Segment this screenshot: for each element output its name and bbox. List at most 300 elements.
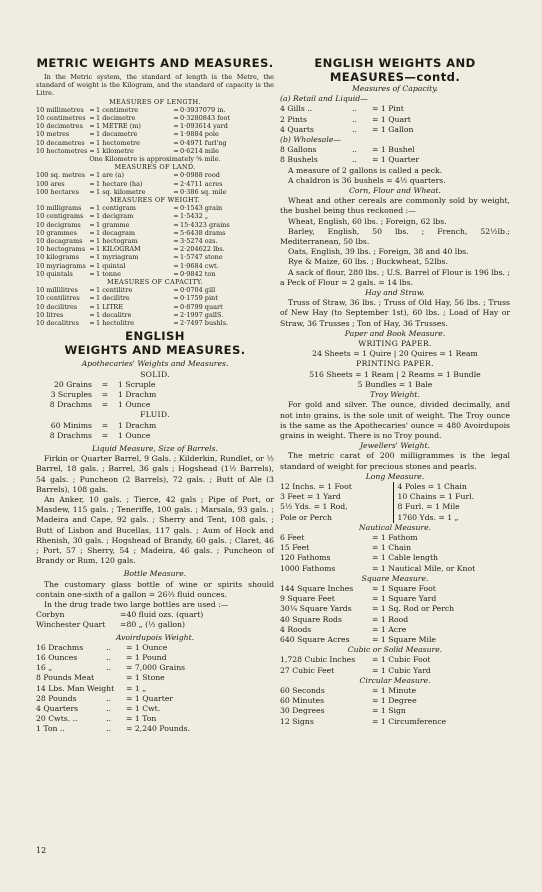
capacity-row-cell: 10 litres <box>36 310 64 319</box>
length-row <box>36 122 274 130</box>
weight-row-cell: 1·5432 „ <box>180 212 209 221</box>
nautical-row-cell: = 1 Cable length <box>372 553 438 563</box>
jewellers-paragraph: The metric carat of 200 milligrammes is the legal standard of weight for precious stones and pearls. <box>280 451 510 471</box>
chaldron-line: A chaldron is 36 bushels = 4½ quarters. <box>288 175 446 185</box>
land-row-cell: 100 ares <box>36 179 65 188</box>
land-row-cell: = <box>173 171 179 180</box>
avoirdupois-row-cell: 1 Ton .. <box>36 724 65 734</box>
printing-paper-line-2: 5 Bundles = 1 Bale <box>357 379 433 389</box>
weight-row-cell: = <box>89 245 95 254</box>
avoirdupois-row-cell <box>106 684 126 694</box>
avoirdupois-row-cell: = 1 Stone <box>126 673 165 683</box>
nautical-row-cell: = 1 Nautical Mile, or Knot <box>372 563 476 573</box>
cubic-row <box>280 666 510 676</box>
circular-heading: Circular Measure. <box>359 675 431 685</box>
square-row-cell: 144 Square Inches <box>280 583 354 593</box>
troy-paragraph: For gold and silver. The ounce, divided decimally, and not into grains, is the sole unit of weight. The Troy ounce is the same as the Apothecaries' ounce = 480 Avoirdupois grains in weight. There is no Troy pound. <box>280 400 510 440</box>
writing-paper-heading: WRITING PAPER. <box>358 339 432 349</box>
fluid-table <box>36 421 274 441</box>
circular-row-cell: 12 Signs <box>280 716 314 726</box>
bottle-row-cell: Winchester Quart <box>36 620 106 630</box>
length-row-cell: 1 centimetre <box>96 105 139 114</box>
avoirdupois-row <box>36 714 274 724</box>
length-row-cell: = <box>89 138 95 147</box>
capacity-row-cell: 0·0704 gill <box>180 286 216 295</box>
length-row-cell: = <box>89 105 95 114</box>
avoirdupois-row-cell: = 1 Cwt. <box>126 704 161 713</box>
avoirdupois-row-cell <box>106 673 126 683</box>
printing-paper-line-1: 516 Sheets = 1 Ream | 2 Reams = 1 Bundle <box>309 369 481 379</box>
circular-row <box>280 686 510 696</box>
metric-title: METRIC WEIGHTS AND MEASURES. <box>36 56 274 70</box>
weight-row-cell: 1 hectogram <box>96 237 138 246</box>
right-title-line2: MEASURES—contd. <box>329 70 461 84</box>
retail-row-cell: .. <box>352 124 357 134</box>
avoirdupois-table <box>36 643 274 735</box>
square-row-cell: 40 Square Rods <box>280 614 342 624</box>
cubic-row-cell: 1,728 Cubic Inches <box>280 655 356 665</box>
length-note: One Kilometre is approximately ⅝ mile. <box>89 155 221 164</box>
avoirdupois-row <box>36 673 274 683</box>
retail-row-cell: = 1 Pint <box>372 104 404 114</box>
wholesale-row-cell: .. <box>352 145 357 155</box>
solid-row-cell: = <box>101 400 109 410</box>
land-heading: MEASURES OF LAND. <box>114 163 196 172</box>
capacity-row-cell: 2·7497 bushls. <box>180 319 229 328</box>
weight-row-cell: 10 milligrams <box>36 204 82 213</box>
long-measure-left-row: 3 Feet = 1 Yard <box>280 492 341 502</box>
avoirdupois-row-cell: = 1 „ <box>126 683 147 693</box>
long-measure-right-row: 8 Furl. = 1 Mile <box>397 502 460 512</box>
capacity-row-cell: 1 decilitre <box>96 294 130 303</box>
length-row-cell: 0·4971 furl'ng <box>180 138 227 147</box>
english-title-line1: ENGLISH <box>125 329 185 344</box>
solid-row-cell: = <box>101 389 109 399</box>
solid-table <box>36 380 274 411</box>
retail-row-cell: 4 Gills .. <box>280 104 313 114</box>
retail-table <box>280 104 510 135</box>
long-measure-right-row: 4 Poles = 1 Chain <box>397 481 467 491</box>
avoirdupois-row-cell: 20 Cwts. .. <box>36 714 78 724</box>
avoirdupois-row <box>36 724 274 734</box>
long-measure-left-row: Pole or Perch <box>280 512 332 522</box>
weight-row-cell: = <box>173 237 179 246</box>
length-row-cell: 0·3937079 in. <box>180 105 226 114</box>
length-row-cell: 10 hectometres <box>36 146 88 155</box>
weight-row-cell: 10 quintals <box>36 269 73 278</box>
long-measure-right <box>394 482 511 523</box>
capacity-row-cell: = <box>89 302 95 311</box>
wholesale-row <box>280 145 510 155</box>
square-row <box>280 635 510 645</box>
avoirdupois-row-cell: = 1 Quarter <box>126 693 174 703</box>
length-heading: MEASURES OF LENGTH. <box>109 97 201 106</box>
land-row-cell: = <box>89 171 95 180</box>
weight-row-cell: = <box>173 220 179 229</box>
land-row-cell: 0·0988 rood <box>180 171 220 180</box>
capacity-row-cell: 2·1997 gallS. <box>180 310 224 319</box>
bottle-paragraph-2: In the drug trade two large bottles are used :— <box>44 599 229 609</box>
circular-row-cell: 60 Seconds <box>280 685 325 695</box>
wholesale-row-cell: 8 Gallons <box>280 145 317 155</box>
bottle-table <box>36 610 274 630</box>
square-row-cell: 640 Square Acres <box>280 634 350 644</box>
peck-line: A measure of 2 gallons is called a peck. <box>288 165 443 175</box>
avoirdupois-row-cell: .. <box>106 693 111 703</box>
square-heading: Square Measure. <box>361 573 429 583</box>
capacity-row-cell: 1 LITRE <box>96 302 124 311</box>
troy-heading: Troy Weight. <box>370 390 420 400</box>
capacity-row-cell: 1 decalitre <box>96 310 132 319</box>
weight-row-cell: 1 gramme <box>96 220 130 229</box>
land-row-cell: 0·386 sq. mile <box>180 187 227 196</box>
square-row <box>280 615 510 625</box>
fluid-row-cell: = <box>101 420 109 430</box>
long-measure-heading: Long Measure. <box>365 471 425 481</box>
weight-row <box>36 245 274 253</box>
retail-row <box>280 104 510 114</box>
land-row-cell: = <box>89 179 95 188</box>
weight-row <box>36 253 274 261</box>
land-row-cell: = <box>89 187 95 196</box>
weight-row-cell: 1 tonne <box>96 269 121 278</box>
capacity-row-cell: = <box>89 286 95 295</box>
fluid-row-cell: 8 Drachms <box>49 430 92 440</box>
weight-row-cell: 2·204622 lbs. <box>180 245 225 254</box>
weight-row-cell: 0·1543 grain <box>180 204 223 213</box>
capacity-row <box>36 286 274 294</box>
avoirdupois-row <box>36 704 274 714</box>
jewellers-heading: Jewellers' Weight. <box>359 441 431 451</box>
square-row-cell: = 1 Acre <box>372 624 407 634</box>
length-row-cell: = <box>89 114 95 123</box>
length-row-cell: 1 decametre <box>96 130 138 139</box>
square-row <box>280 625 510 635</box>
fluid-row <box>36 431 274 441</box>
avoirdupois-row-cell: = 1 Pound <box>126 652 167 662</box>
corn-paragraph-5: Rye & Maize, 60 lbs. ; Buckwheat, 52lbs. <box>288 257 448 267</box>
weight-row-cell: = <box>89 228 95 237</box>
retail-row-cell: 2 Pints <box>280 114 307 124</box>
nautical-row <box>280 553 510 563</box>
square-row <box>280 604 510 614</box>
weight-row-cell: = <box>89 220 95 229</box>
weight-row-cell: 10 centigrams <box>36 212 84 221</box>
bottle-row-cell: =80 „ (½ gallon) <box>120 620 185 630</box>
length-row-cell: = <box>173 105 179 114</box>
avoirdupois-row-cell: = 1 Ton <box>126 714 157 724</box>
avoirdupois-row-cell: = 7,000 Grains <box>126 663 186 673</box>
page-number: 12 <box>36 846 47 855</box>
solid-row-cell: 20 Grains <box>54 379 92 389</box>
solid-row <box>36 400 274 410</box>
retail-row-cell: .. <box>352 114 357 124</box>
weight-row-cell: = <box>89 212 95 221</box>
capacity-row-cell: 10 centilitres <box>36 294 80 303</box>
capacity-measures-heading: Measures of Capacity. <box>351 84 439 93</box>
square-row-cell: = 1 Square Foot <box>372 583 436 593</box>
nautical-row-cell: = 1 Fathom <box>372 532 418 542</box>
length-row-cell: 10 metres <box>36 130 70 139</box>
liquid-paragraph-1: Firkin or Quarter Barrel, 9 Gals. ; Kilderkin, Rundlet, or ½ Barrel, 18 gals. ; Barrel, 36 gals ; Hogshead (1½ Barrels), 54 gals. ; Puncheon (2 Barrels), 72 gals. ; Butt of Ale (3 Barrels), 108 gals. <box>36 454 274 494</box>
long-measure-left <box>280 482 394 523</box>
length-row-cell: 10 decimetres <box>36 122 83 131</box>
avoirdupois-row-cell: 8 Pounds Meat <box>36 673 95 683</box>
fluid-row-cell: 1 Drachm <box>118 420 157 430</box>
corn-paragraph-3: Barley, English, 50 lbs. ; French, 52½lb.; Mediterranean, 50 lbs. <box>280 226 510 247</box>
weight-row-cell: 10 kilograms <box>36 253 79 262</box>
avoirdupois-heading: Avoirdupois Weight. <box>115 632 195 642</box>
square-row <box>280 594 510 604</box>
length-row-cell: = <box>173 114 179 123</box>
capacity-row-cell: 10 millilitres <box>36 286 78 295</box>
weight-row-cell: = <box>173 228 179 237</box>
land-row-cell: 1 are (a) <box>96 171 125 180</box>
bottle-row-cell: Corbyn <box>36 610 65 620</box>
capacity-row-cell: = <box>89 310 95 319</box>
wholesale-row-cell: 8 Bushels <box>280 155 318 165</box>
capacity-row <box>36 311 274 319</box>
bottle-row-cell: =40 fluid ozs. (quart) <box>120 610 204 620</box>
weight-row-cell: 10 decagrams <box>36 237 83 246</box>
nautical-row <box>280 543 510 553</box>
nautical-row-cell: 6 Feet <box>280 532 305 542</box>
weight-row-cell: 3·5274 ozs. <box>180 237 218 246</box>
weight-row-cell: = <box>173 261 179 270</box>
land-row-cell: 100 hectares <box>36 187 79 196</box>
weight-row-cell: 10 myriagrams <box>36 261 86 270</box>
length-row-cell: 1 hectometre <box>96 138 140 147</box>
capacity-row-cell: = <box>173 286 179 295</box>
length-row-cell: 0·3280843 foot <box>180 114 231 123</box>
avoirdupois-row-cell: = 1 Ounce <box>126 642 168 652</box>
weight-row <box>36 229 274 237</box>
retail-row-cell: 4 Quarts <box>280 124 314 134</box>
length-row-cell: 10 centimetres <box>36 114 86 123</box>
solid-row <box>36 390 274 400</box>
length-row-cell: = <box>89 122 95 131</box>
apothecaries-heading: Apothecaries' Weights and Measures. <box>81 359 229 369</box>
circular-row-cell: = 1 Minute <box>372 685 417 695</box>
length-row-cell: = <box>89 130 95 139</box>
weight-row-cell: = <box>89 269 95 278</box>
capacity-row-cell: 10 decilitres <box>36 302 78 311</box>
corn-paragraph-4: Oats, English, 39 lbs. ; Foreign, 38 and 40 lbs. <box>288 247 469 257</box>
length-row-cell: 1 kilometre <box>96 146 134 155</box>
right-title-line1: ENGLISH WEIGHTS AND <box>314 56 476 70</box>
wholesale-table <box>280 145 510 165</box>
capacity-row-cell: = <box>89 294 95 303</box>
solid-row-cell: 1 Drachm <box>118 389 157 399</box>
capacity-row <box>36 319 274 327</box>
weight-row <box>36 212 274 220</box>
capacity-row-cell: 10 decalitres <box>36 319 79 328</box>
bottle-row <box>36 610 274 620</box>
circular-row-cell: = 1 Degree <box>372 696 417 706</box>
nautical-row <box>280 533 510 543</box>
wholesale-row-cell: .. <box>352 155 357 165</box>
weight-row-cell: = <box>173 269 179 278</box>
bottle-row <box>36 620 274 630</box>
avoirdupois-row-cell: .. <box>106 652 111 662</box>
retail-row-cell: = 1 Gallon <box>372 124 414 134</box>
circular-row <box>280 717 510 727</box>
weight-row-cell: = <box>89 253 95 262</box>
bottle-paragraph-1: The customary glass bottle of wine or spirits should contain one-sixth of a gallon = 26⅔ fluid ounces. <box>36 579 274 599</box>
square-row-cell: = 1 Square Yard <box>372 594 437 604</box>
fluid-row-cell: = <box>101 430 109 440</box>
weight-row <box>36 237 274 245</box>
hay-paragraph: Truss of Straw, 36 lbs. ; Truss of Old Hay, 56 lbs. ; Truss of New Hay (to September 1st), 60 lbs. ; Load of Hay or Straw, 36 Trusses ; Ton of Hay, 36 Trusses. <box>280 298 510 328</box>
square-row-cell: = 1 Rood <box>372 614 409 624</box>
printing-paper-heading: PRINTING PAPER. <box>356 359 434 369</box>
square-row-cell: = 1 Square Mile <box>372 634 436 644</box>
weight-row-cell: 1 centigram <box>96 204 136 213</box>
paper-heading: Paper and Book Measure. <box>344 328 446 338</box>
avoirdupois-row <box>36 663 274 673</box>
fluid-row-cell: 60 Minims <box>50 420 92 430</box>
long-measure-left-row: 12 Inchs. = 1 Foot <box>280 481 352 491</box>
square-row-cell: 4 Roods <box>280 624 312 634</box>
solid-heading: SOLID. <box>140 369 170 379</box>
weight-row-cell: 0·9842 ton <box>180 269 216 278</box>
retail-row-cell: = 1 Quart <box>372 114 411 124</box>
long-measure-table <box>280 482 510 523</box>
length-row-cell: 1 METRE (m) <box>96 122 141 131</box>
weight-row-cell: = <box>89 237 95 246</box>
wholesale-row <box>280 155 510 165</box>
retail-heading: (a) Retail and Liquid— <box>280 94 368 104</box>
length-row <box>36 114 274 122</box>
nautical-row-cell: 120 Fathoms <box>280 553 331 563</box>
length-row <box>36 139 274 147</box>
weight-row-cell: 1 myriagram <box>96 253 139 262</box>
weight-row-cell: 1 quintal <box>96 261 126 270</box>
writing-paper-line: 24 Sheets = 1 Quire | 20 Quires = 1 Ream <box>312 349 478 359</box>
weight-row-cell: = <box>89 204 95 213</box>
square-table <box>280 584 510 645</box>
cubic-row <box>280 655 510 665</box>
land-table <box>36 171 274 196</box>
long-measure-right-row: 10 Chains = 1 Furl. <box>397 492 475 502</box>
avoirdupois-row-cell: 16 Drachms <box>36 642 84 652</box>
fluid-row <box>36 421 274 431</box>
avoirdupois-row-cell: .. <box>106 714 111 724</box>
weight-row-cell: 15·4323 grains <box>180 220 230 229</box>
cubic-heading: Cubic or Solid Measure. <box>347 645 443 655</box>
weight-row <box>36 204 274 212</box>
capacity-row <box>36 303 274 311</box>
cubic-row-cell: = 1 Cubic Foot <box>372 655 431 665</box>
solid-row <box>36 380 274 390</box>
weight-row-cell: 1·5747 stone <box>180 253 223 262</box>
cubic-row-cell: 27 Cubic Feet <box>280 665 335 675</box>
land-row <box>36 180 274 188</box>
land-row-cell: 100 sq. metres <box>36 171 86 180</box>
weight-row-cell: 1 decagram <box>96 228 136 237</box>
capacity-row-cell: = <box>173 302 179 311</box>
nautical-row-cell: = 1 Chain <box>372 543 412 553</box>
avoirdupois-row-cell: .. <box>106 642 111 652</box>
avoirdupois-row-cell: .. <box>106 704 111 713</box>
weight-row <box>36 262 274 270</box>
cubic-table <box>280 655 510 675</box>
retail-row <box>280 125 510 135</box>
avoirdupois-row <box>36 653 274 663</box>
length-row-cell: = <box>173 122 179 131</box>
length-row-cell: = <box>173 146 179 155</box>
capacity-row-cell: 1 hectolitre <box>96 319 135 328</box>
corn-heading: Corn, Flour and Wheat. <box>349 186 441 196</box>
length-row <box>36 147 274 155</box>
capacity-row-cell: = <box>173 294 179 303</box>
retail-row-cell: .. <box>352 104 357 114</box>
nautical-heading: Nautical Measure. <box>358 522 432 532</box>
avoirdupois-row <box>36 684 274 694</box>
weight-row-cell: 5·6438 drams <box>180 228 226 237</box>
weight-row-cell: = <box>173 204 179 213</box>
liquid-heading: Liquid Measure, Size of Barrels. <box>92 443 218 453</box>
weight-row-cell: = <box>173 245 179 254</box>
weight-heading: MEASURES OF WEIGHT. <box>109 196 201 205</box>
left-column <box>36 56 274 735</box>
circular-row-cell: 60 Minutes <box>280 696 325 706</box>
length-row-cell: = <box>173 130 179 139</box>
long-measure-right-row: 1760 Yds. = 1 „ <box>397 512 459 522</box>
square-row-cell: = 1 Sq. Rod or Perch <box>372 604 455 614</box>
length-row-cell: = <box>173 138 179 147</box>
nautical-table <box>280 533 510 574</box>
capacity-table <box>36 286 274 327</box>
wholesale-heading: (b) Wholesale— <box>280 135 342 145</box>
capacity-row <box>36 294 274 302</box>
weight-row-cell: = <box>89 261 95 270</box>
length-row-cell: 10 millimetres <box>36 105 84 114</box>
length-row-cell: 1 decimetre <box>96 114 136 123</box>
weight-row-cell: 1 decigram <box>96 212 134 221</box>
solid-row-cell: 8 Drachms <box>49 400 92 410</box>
land-row-cell: 1 sq. kilometre <box>96 187 146 196</box>
weight-row-cell: = <box>173 253 179 262</box>
retail-row <box>280 115 510 125</box>
wholesale-row-cell: = 1 Bushel <box>372 145 415 155</box>
solid-row-cell: = <box>101 379 109 389</box>
fluid-row-cell: 1 Ounce <box>118 430 151 440</box>
land-row-cell: 1 hectare (ha) <box>96 179 143 188</box>
capacity-row-cell: = <box>173 319 179 328</box>
circular-row <box>280 706 510 716</box>
avoirdupois-row-cell: 28 Pounds <box>36 693 77 703</box>
weight-row-cell: 1·9684 cwt. <box>180 261 219 270</box>
solid-row-cell: 1 Ounce <box>118 400 151 410</box>
square-row-cell: 9 Square Feet <box>280 594 335 604</box>
weight-row <box>36 270 274 278</box>
length-row-cell: 1·093614 yard <box>180 122 228 131</box>
circular-row-cell: 30 Degrees <box>280 706 325 716</box>
capacity-row-cell: 0·1759 pint <box>180 294 218 303</box>
land-row-cell: = <box>173 179 179 188</box>
capacity-row-cell: 0·8799 quart <box>180 302 223 311</box>
english-title-line2: WEIGHTS AND MEASURES. <box>64 342 246 357</box>
solid-row-cell: 1 Scruple <box>118 379 156 389</box>
weight-row-cell: 10 decigrams <box>36 220 81 229</box>
weight-row-cell: 10 hectograms <box>36 245 86 254</box>
wholesale-row-cell: = 1 Quarter <box>372 155 420 165</box>
avoirdupois-row <box>36 643 274 653</box>
hay-heading: Hay and Straw. <box>365 288 425 298</box>
capacity-row-cell: = <box>173 310 179 319</box>
circular-row-cell: = 1 Sign <box>372 706 406 716</box>
